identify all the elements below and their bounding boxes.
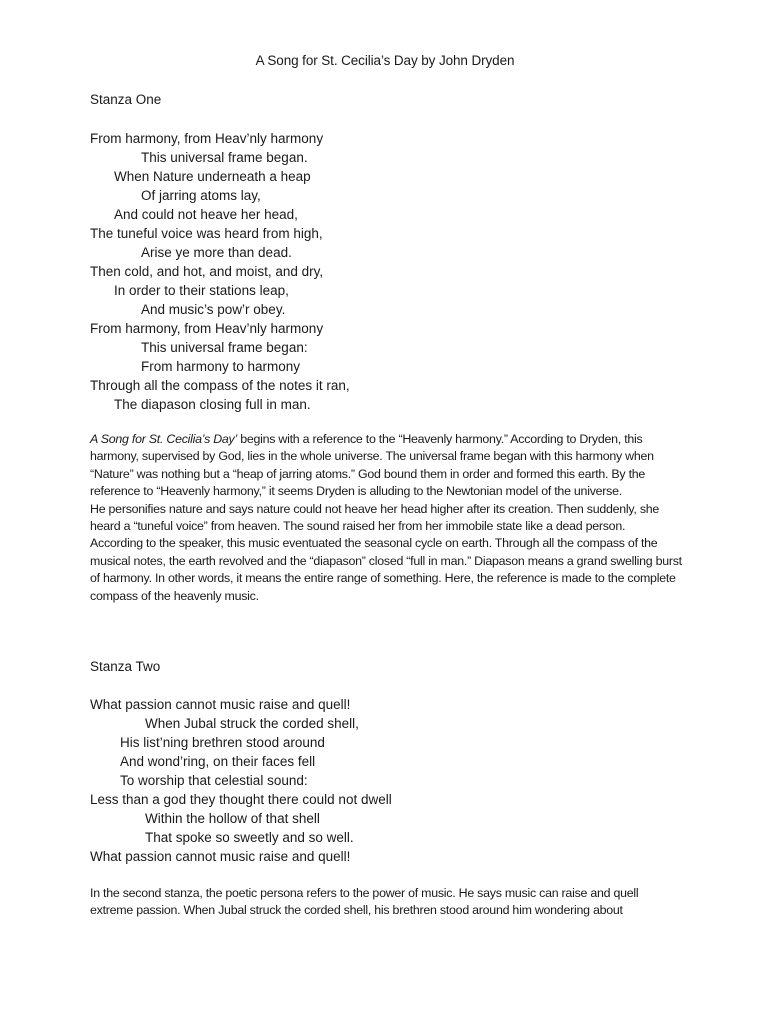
commentary-paragraph: According to the speaker, this music eventuated the seasonal cycle on earth. Through all the compass of the musical notes, the earth revolved and the “diapason” closed “full in man.” Diapason means a grand swelling burst of harmony. In other words, it means the entire range of something. Here, the reference is made to the complete compass of the heavenly music.: [90, 536, 682, 603]
poem-line: From harmony to harmony: [141, 359, 301, 374]
stanza-one-commentary: [90, 431, 682, 605]
poem-line: What passion cannot music raise and quell!: [90, 697, 351, 712]
poem-line: Less than a god they thought there could not dwell: [90, 792, 392, 807]
poem-line: The tuneful voice was heard from high,: [90, 226, 323, 241]
poem-line: Within the hollow of that shell: [145, 811, 320, 826]
poem-line: What passion cannot music raise and quell!: [90, 849, 351, 864]
poem-line: And wond’ring, on their faces fell: [120, 754, 316, 769]
poem-line: From harmony, from Heav’nly harmony: [90, 321, 324, 336]
stanza-two-heading: Stanza Two: [90, 659, 161, 674]
poem-line: And could not heave her head,: [114, 207, 298, 222]
poem-line: From harmony, from Heav’nly harmony: [90, 131, 324, 146]
poem-line: Of jarring atoms lay,: [141, 188, 261, 203]
poem-line: Through all the compass of the notes it ran,: [90, 378, 350, 393]
poem-line: That spoke so sweetly and so well.: [145, 830, 354, 845]
poem-line: And music’s pow’r obey.: [141, 302, 286, 317]
stanza-two-commentary: [90, 885, 682, 920]
poem-line: His list’ning brethren stood around: [120, 735, 325, 750]
poem-line: In order to their stations leap,: [114, 283, 289, 298]
poem-title-italic: A Song for St. Cecilia’s Day’: [90, 432, 238, 446]
poem-line: The diapason closing full in man.: [114, 397, 311, 412]
commentary-text: begins with a reference to the “Heavenly harmony.” According to Dryden, this harmony, supervised by God, lies in the whole universe. The universal frame began with this harmony when “Nature” was nothing but a “heap of jarring atoms.” God bound them in order and formed this earth. By the reference to “Heavenly harmony,” it seems Dryden is alluding to the Newtonian model of the universe.: [90, 432, 654, 499]
poem-line: When Nature underneath a heap: [114, 169, 311, 184]
commentary-paragraph: He personifies nature and says nature could not heave her head higher after its creation. Then suddenly, she heard a “tuneful voice” from heaven. The sound raised her from her immobile state like a dead person.: [90, 501, 660, 534]
page-title: A Song for St. Cecilia’s Day by John Dryden: [255, 53, 515, 68]
poem-line: Arise ye more than dead.: [141, 245, 292, 260]
poem-line: This universal frame began.: [141, 150, 308, 165]
commentary-paragraph: [90, 431, 682, 501]
poem-line: This universal frame began:: [141, 340, 308, 355]
poem-line: When Jubal struck the corded shell,: [145, 716, 359, 731]
poem-line: To worship that celestial sound:: [120, 773, 308, 788]
stanza-two-poem: [90, 695, 392, 866]
poem-line: Then cold, and hot, and moist, and dry,: [90, 264, 324, 279]
stanza-one-poem: [90, 129, 350, 414]
stanza-one-heading: Stanza One: [90, 92, 162, 107]
commentary-paragraph: In the second stanza, the poetic persona refers to the power of music. He says music can raise and quell extreme passion. When Jubal struck the corded shell, his brethren stood around him wondering about: [90, 886, 639, 918]
